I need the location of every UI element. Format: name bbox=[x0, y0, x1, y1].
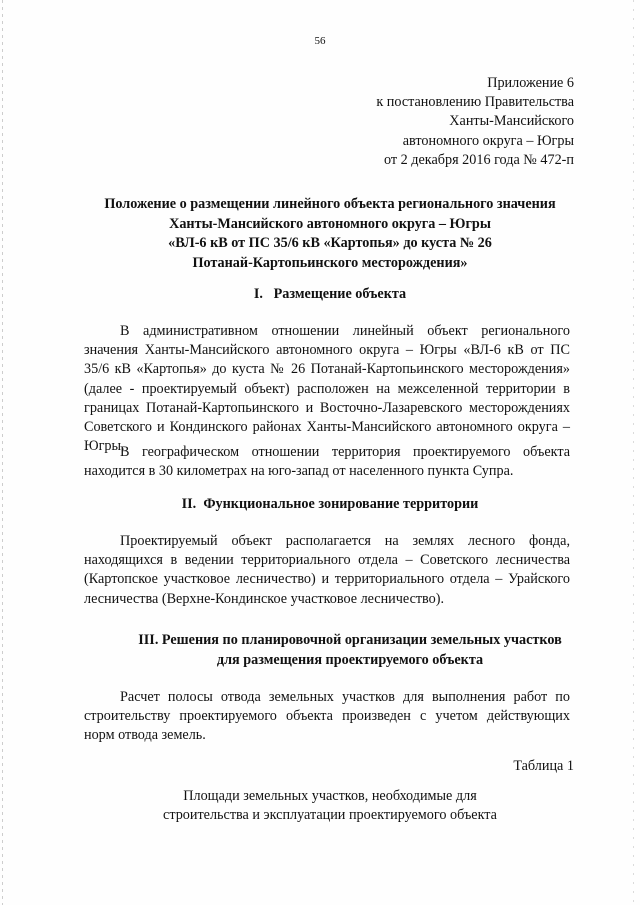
scan-edge-right bbox=[633, 0, 634, 905]
table-caption bbox=[90, 787, 570, 825]
section-heading-2: II. Функциональное зонирование территории bbox=[181, 496, 479, 512]
section-heading-1: I. Размещение объекта bbox=[253, 286, 407, 302]
appendix-block bbox=[376, 74, 574, 170]
title-line: Положение о размещении линейного объекта регионального значения bbox=[104, 196, 556, 212]
title-line: Потанай-Картопьинского месторождения» bbox=[192, 254, 468, 271]
document-title bbox=[80, 195, 580, 273]
caption-line: Площади земельных участков, необходимые для bbox=[183, 788, 477, 804]
appendix-line: Приложение 6 bbox=[487, 75, 574, 91]
page-number: 56 bbox=[314, 35, 326, 47]
section2-paragraph-1: Проектируемый объект располагается на землях лесного фонда, находящихся в ведении территориального отдела – Советского лесничества (Картопское участковое лесничество) и территориального отдела – Урайского лесничества (Верхне-Кондинское участковое лесничество). bbox=[84, 533, 570, 607]
appendix-line: от 2 декабря 2016 года № 472-п bbox=[384, 151, 574, 168]
caption-line: строительства и эксплуатации проектируемого объекта bbox=[163, 807, 497, 824]
table-label: Таблица 1 bbox=[513, 758, 574, 774]
appendix-line: автономного округа – Югры bbox=[402, 132, 574, 149]
heading-line: для размещения проектируемого объекта bbox=[216, 651, 484, 668]
heading-line: III. Решения по планировочной организации земельных участков bbox=[138, 632, 562, 648]
section1-paragraph-2: В географическом отношении территория проектируемого объекта находится в 30 километрах на юго-запад от населенного пункта Супра. bbox=[84, 444, 570, 480]
title-line: Ханты-Мансийского автономного округа – Югры bbox=[169, 215, 491, 232]
section1-paragraph-1: В административном отношении линейный объект регионального значения Ханты-Мансийского автономного округа – Югры «ВЛ-6 кВ от ПС 35/6 кВ «Картопья» до куста № 26 Потанай-Картопьинского месторождения» (далее - проектируемый объект) расположен на межселенной территории в границах Потанай-Картопьинского и Восточно-Лазаревского месторождениях Советского и Кондинского районах Ханты-Мансийского автономного округа – Югры. bbox=[84, 323, 570, 455]
section-heading-3 bbox=[100, 631, 600, 670]
title-line: «ВЛ-6 кВ от ПС 35/6 кВ «Картопья» до куста № 26 bbox=[168, 235, 492, 251]
appendix-line: Ханты-Мансийского bbox=[449, 113, 574, 130]
scan-edge-left bbox=[2, 0, 3, 905]
appendix-line: к постановлению Правительства bbox=[376, 94, 574, 111]
section3-paragraph-1: Расчет полосы отвода земельных участков для выполнения работ по строительству проектируемого объекта произведен с учетом действующих норм отвода земель. bbox=[84, 689, 570, 744]
